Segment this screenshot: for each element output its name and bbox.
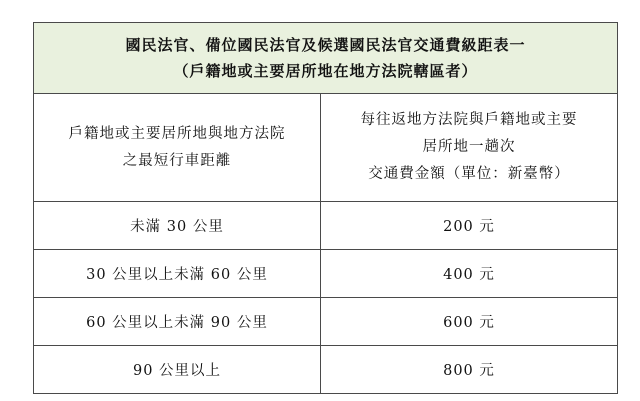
distance-header-line2: 之最短行車距離 — [122, 152, 232, 169]
distance-column-header — [34, 94, 321, 202]
table-title — [34, 23, 618, 94]
table-row — [34, 346, 618, 394]
table-row — [34, 298, 618, 346]
table-title-line1: 國民法官、備位國民法官及候選國民法官交通費級距表一 — [125, 36, 526, 54]
table-row — [34, 250, 618, 298]
table-title-line2: （戶籍地或主要居所地在地方法院轄區者） — [173, 62, 478, 80]
distance-cell: 未滿 30 公里 — [34, 202, 321, 250]
distance-header-line1: 戶籍地或主要居所地與地方法院 — [68, 125, 286, 142]
table-row — [34, 202, 618, 250]
fee-cell: 800 元 — [321, 346, 618, 394]
distance-cell: 90 公里以上 — [34, 346, 321, 394]
fee-cell: 200 元 — [321, 202, 618, 250]
distance-cell: 30 公里以上未滿 60 公里 — [34, 250, 321, 298]
distance-cell: 60 公里以上未滿 90 公里 — [34, 298, 321, 346]
header-row — [34, 94, 618, 202]
fee-header-line1: 每往返地方法院與戶籍地或主要 — [360, 112, 578, 128]
fee-cell: 600 元 — [321, 298, 618, 346]
fee-header-line2: 居所地一趟次 — [422, 139, 516, 155]
title-row — [34, 23, 618, 94]
fee-header-line3: 交通費金額（單位：新臺幣） — [368, 166, 570, 182]
transportation-fee-table — [33, 22, 618, 394]
fee-cell: 400 元 — [321, 250, 618, 298]
fee-column-header — [321, 94, 618, 202]
